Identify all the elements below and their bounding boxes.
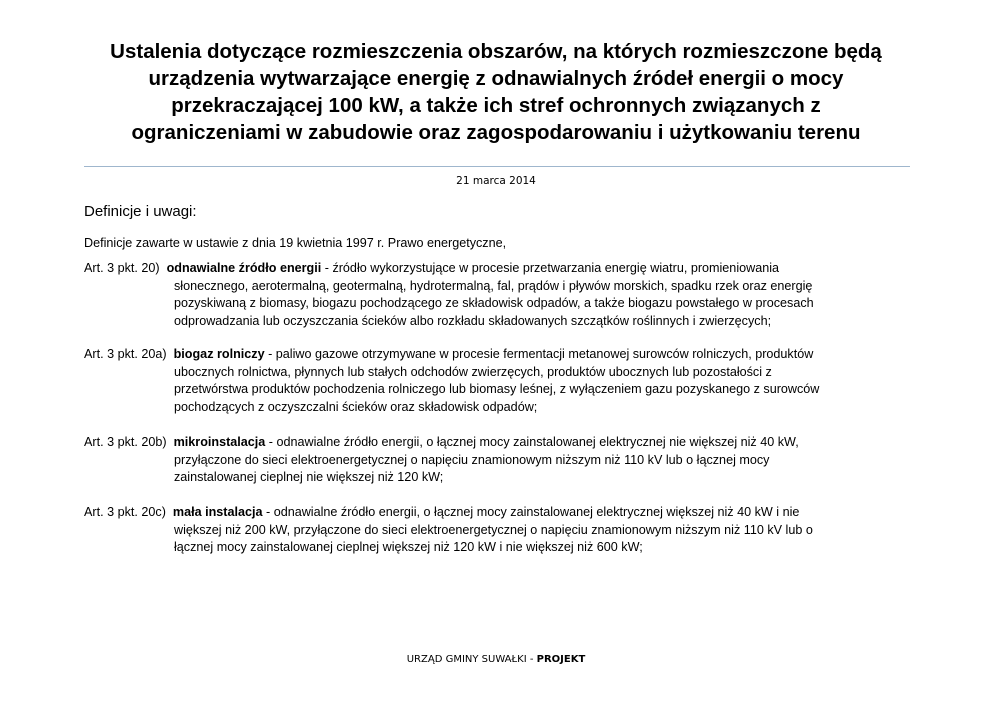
title-line-2: urządzenia wytwarzające energię z odnawialnych źródeł energii o mocy [148, 67, 844, 90]
page-title [80, 38, 912, 146]
article-text: pochodzących z oczyszczalni ścieków oraz składowisk odpadów; [174, 399, 538, 414]
article-text: - paliwo gazowe otrzymywane w procesie fermentacji metanowej surowców rolniczych, produktów [264, 347, 814, 361]
intro-text: Definicje zawarte w ustawie z dnia 19 kwietnia 1997 r. Prawo energetyczne, [84, 236, 507, 250]
title-line-3: przekraczającej 100 kW, a także ich stref ochronnych związanych z [171, 94, 821, 117]
article-first-line [84, 504, 908, 522]
article-20c [84, 504, 908, 557]
article-first-line [84, 260, 908, 278]
title-line-1: Ustalenia dotyczące rozmieszczenia obszarów, na których rozmieszczone będą [110, 40, 882, 63]
article-text: ubocznych rolnictwa, płynnych lub stałych odchodów zwierzęcych, produktów ubocznych lub pozostałości z [174, 364, 772, 379]
article-text: - odnawialne źródło energii, o łącznej mocy zainstalowanej elektrycznej większej niż 40 kW i nie [262, 505, 800, 519]
article-ref: Art. 3 pkt. 20b) [84, 435, 167, 449]
footer-project-label: PROJEKT [536, 654, 586, 665]
footer-office: URZĄD GMINY SUWAŁKI - [406, 654, 537, 665]
article-term: biogaz rolniczy [173, 347, 265, 361]
article-text: - odnawialne źródło energii, o łącznej mocy zainstalowanej elektrycznej nie większej niż 40 kW, [265, 435, 799, 449]
article-term: mała instalacja [172, 505, 263, 519]
article-text: zainstalowanej cieplnej nie większej niż 120 kW; [174, 470, 444, 485]
article-text: - źródło wykorzystujące w procesie przetwarzania energię wiatru, promieniowania [321, 261, 780, 275]
article-text: odprowadzania lub oczyszczania ścieków albo rozkładu składowanych szczątków roślinnych i zwierzęcych; [174, 313, 772, 328]
article-text: przyłączone do sieci elektroenergetycznej o napięciu znamionowym niższym niż 110 kV lub o łącznej mocy [174, 452, 770, 467]
article-text: pozyskiwaną z biomasy, biogazu pochodzącego ze składowisk odpadów, a także biogazu powstałego w procesach [174, 296, 814, 311]
article-ref: Art. 3 pkt. 20c) [84, 505, 166, 519]
article-term: mikroinstalacja [173, 435, 266, 449]
article-text: większej niż 200 kW, przyłączone do sieci elektroenergetycznej o napięciu znamionowym niższym niż 110 kV lub o [174, 522, 813, 537]
article-20 [84, 260, 908, 330]
article-first-line [84, 434, 908, 452]
article-first-line [84, 346, 908, 364]
article-text: przetwórstwa produktów pochodzenia rolniczego lub biomasy leśnej, z wyłączeniem gazu pozyskanego z surowców [174, 382, 820, 397]
title-line-4: ograniczeniami w zabudowie oraz zagospodarowaniu i użytkowaniu terenu [131, 121, 861, 144]
article-20b [84, 434, 908, 487]
article-text: słonecznego, aerotermalną, geotermalną, hydrotermalną, fal, prądów i pływów morskich, spadku rzek oraz energię [174, 278, 813, 293]
document-date: 21 marca 2014 [456, 175, 536, 187]
article-term: odnawialne źródło energii [166, 261, 322, 275]
section-heading: Definicje i uwagi: [84, 203, 197, 220]
article-ref: Art. 3 pkt. 20) [84, 261, 160, 275]
article-text: łącznej mocy zainstalowanej cieplnej większej niż 120 kW i nie większej niż 600 kW; [174, 540, 643, 555]
title-divider [84, 166, 910, 167]
article-ref: Art. 3 pkt. 20a) [84, 347, 167, 361]
article-20a [84, 346, 908, 416]
page-footer [0, 654, 992, 665]
